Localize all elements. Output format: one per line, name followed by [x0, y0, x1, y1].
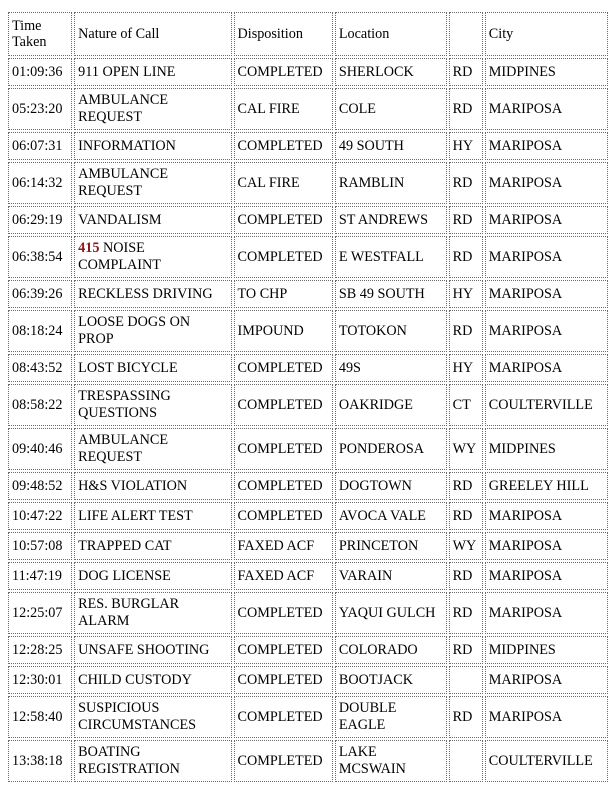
city-cell: MARIPOSA [485, 666, 608, 694]
street-suffix-cell: RD [449, 236, 483, 278]
street-suffix-cell: HY [449, 354, 483, 382]
nature-of-call-cell [74, 88, 231, 130]
street-suffix-cell: WY [449, 532, 483, 560]
city-cell: MIDPINES [485, 58, 608, 86]
time-taken-cell: 12:58:40 [8, 696, 72, 738]
nature-of-call-cell [74, 740, 231, 782]
street-suffix-cell: CT [449, 384, 483, 426]
nature-text: INFORMATION [78, 137, 176, 154]
time-taken-cell: 01:09:36 [8, 58, 72, 86]
nature-of-call-cell [74, 472, 231, 500]
time-taken-cell: 06:29:19 [8, 206, 72, 234]
time-taken-cell: 06:14:32 [8, 162, 72, 204]
street-suffix-cell: RD [449, 696, 483, 738]
disposition-cell: FAXED ACF [234, 532, 333, 560]
table-row [8, 502, 608, 530]
table-row [8, 310, 608, 352]
nature-of-call-cell [74, 236, 231, 278]
nature-of-call-cell [74, 206, 231, 234]
location-cell: COLORADO [335, 636, 447, 664]
location-cell: BOOTJACK [335, 666, 447, 694]
nature-text: UNSAFE SHOOTING [78, 641, 210, 658]
location-cell: 49 SOUTH [335, 132, 447, 160]
location-cell: SB 49 SOUTH [335, 280, 447, 308]
time-taken-cell: 06:07:31 [8, 132, 72, 160]
nature-of-call-cell [74, 502, 231, 530]
disposition-cell: COMPLETED [234, 696, 333, 738]
disposition-cell: IMPOUND [234, 310, 333, 352]
disposition-cell: CAL FIRE [234, 88, 333, 130]
location-cell: YAQUI GULCH [335, 592, 447, 634]
nature-text: H&S VIOLATION [78, 477, 188, 494]
nature-text: RECKLESS DRIVING [78, 285, 213, 302]
time-taken-cell: 06:38:54 [8, 236, 72, 278]
nature-of-call-cell [74, 280, 231, 308]
city-cell: COULTERVILLE [485, 384, 608, 426]
city-cell: GREELEY HILL [485, 472, 608, 500]
street-suffix-cell: RD [449, 636, 483, 664]
nature-text: AMBULANCE REQUEST [78, 92, 169, 125]
table-row [8, 384, 608, 426]
city-cell: MARIPOSA [485, 236, 608, 278]
disposition-cell: TO CHP [234, 280, 333, 308]
nature-text: LOST BICYCLE [78, 359, 178, 376]
disposition-cell: CAL FIRE [234, 162, 333, 204]
location-cell: E WESTFALL [335, 236, 447, 278]
table-row [8, 636, 608, 664]
location-cell: DOUBLE EAGLE [335, 696, 447, 738]
table-row [8, 88, 608, 130]
location-cell: ST ANDREWS [335, 206, 447, 234]
nature-of-call-cell [74, 310, 231, 352]
street-suffix-cell: RD [449, 472, 483, 500]
location-cell: OAKRIDGE [335, 384, 447, 426]
nature-of-call-cell [74, 428, 231, 470]
nature-text: 911 OPEN LINE [78, 63, 176, 80]
city-cell: MARIPOSA [485, 696, 608, 738]
nature-of-call-cell [74, 532, 231, 560]
street-suffix-cell: HY [449, 280, 483, 308]
call-log-table [6, 10, 610, 784]
time-taken-cell: 08:58:22 [8, 384, 72, 426]
street-suffix-cell: RD [449, 562, 483, 590]
table-row [8, 666, 608, 694]
time-taken-cell: 13:38:18 [8, 740, 72, 782]
nature-text: LOOSE DOGS ON PROP [78, 314, 191, 347]
location-cell: TOTOKON [335, 310, 447, 352]
location-cell: VARAIN [335, 562, 447, 590]
nature-of-call-cell [74, 58, 231, 86]
disposition-cell: COMPLETED [234, 354, 333, 382]
city-cell: MARIPOSA [485, 532, 608, 560]
city-cell: MARIPOSA [485, 562, 608, 590]
city-cell: MARIPOSA [485, 502, 608, 530]
nature-text: SUSPICIOUS CIRCUMSTANCES [78, 700, 197, 733]
location-cell: AVOCA VALE [335, 502, 447, 530]
time-taken-cell: 06:39:26 [8, 280, 72, 308]
disposition-cell: COMPLETED [234, 502, 333, 530]
location-cell: COLE [335, 88, 447, 130]
time-taken-cell: 12:28:25 [8, 636, 72, 664]
location-cell: SHERLOCK [335, 58, 447, 86]
location-cell: DOGTOWN [335, 472, 447, 500]
table-row [8, 472, 608, 500]
table-row [8, 532, 608, 560]
table-row [8, 162, 608, 204]
time-taken-cell: 09:48:52 [8, 472, 72, 500]
location-cell: LAKE MCSWAIN [335, 740, 447, 782]
header-city: City [485, 12, 608, 56]
table-row [8, 132, 608, 160]
city-cell: MARIPOSA [485, 354, 608, 382]
disposition-cell: COMPLETED [234, 428, 333, 470]
location-cell: 49S [335, 354, 447, 382]
nature-text: AMBULANCE REQUEST [78, 166, 169, 199]
city-cell: MARIPOSA [485, 88, 608, 130]
disposition-cell: COMPLETED [234, 236, 333, 278]
city-cell: MARIPOSA [485, 280, 608, 308]
nature-text: NOISE COMPLAINT [78, 240, 161, 273]
street-suffix-cell: RD [449, 88, 483, 130]
table-row [8, 280, 608, 308]
nature-of-call-cell [74, 696, 231, 738]
time-taken-cell: 10:47:22 [8, 502, 72, 530]
table-row [8, 696, 608, 738]
time-taken-cell: 08:18:24 [8, 310, 72, 352]
nature-text: DOG LICENSE [78, 567, 171, 584]
table-row [8, 562, 608, 590]
nature-text: TRAPPED CAT [78, 537, 172, 554]
nature-text: TRESPASSING QUESTIONS [78, 388, 171, 421]
header-disposition: Disposition [234, 12, 333, 56]
nature-of-call-cell [74, 592, 231, 634]
street-suffix-cell: RD [449, 310, 483, 352]
disposition-cell: COMPLETED [234, 58, 333, 86]
street-suffix-cell [449, 740, 483, 782]
header-nature-of-call: Nature of Call [74, 12, 231, 56]
street-suffix-cell: RD [449, 206, 483, 234]
table-row [8, 740, 608, 782]
street-suffix-cell: RD [449, 162, 483, 204]
street-suffix-cell: RD [449, 592, 483, 634]
disposition-cell: COMPLETED [234, 206, 333, 234]
header-time-taken: Time Taken [8, 12, 72, 56]
location-cell: PRINCETON [335, 532, 447, 560]
nature-of-call-cell [74, 162, 231, 204]
nature-text: AMBULANCE REQUEST [78, 432, 169, 465]
disposition-cell: COMPLETED [234, 740, 333, 782]
nature-of-call-cell [74, 636, 231, 664]
disposition-cell: COMPLETED [234, 472, 333, 500]
nature-of-call-cell [74, 666, 231, 694]
disposition-cell: COMPLETED [234, 666, 333, 694]
city-cell: MARIPOSA [485, 310, 608, 352]
street-suffix-cell: RD [449, 58, 483, 86]
street-suffix-cell: HY [449, 132, 483, 160]
street-suffix-cell: WY [449, 428, 483, 470]
nature-text: VANDALISM [78, 211, 162, 228]
header-street-suffix [449, 12, 483, 56]
disposition-cell: FAXED ACF [234, 562, 333, 590]
disposition-cell: COMPLETED [234, 384, 333, 426]
location-cell: RAMBLIN [335, 162, 447, 204]
nature-of-call-cell [74, 562, 231, 590]
nature-text: BOATING REGISTRATION [78, 744, 180, 777]
city-cell: MIDPINES [485, 636, 608, 664]
nature-of-call-cell [74, 132, 231, 160]
nature-of-call-cell [74, 354, 231, 382]
header-location: Location [335, 12, 447, 56]
time-taken-cell: 08:43:52 [8, 354, 72, 382]
city-cell: MIDPINES [485, 428, 608, 470]
nature-text: CHILD CUSTODY [78, 671, 192, 688]
table-row [8, 428, 608, 470]
disposition-cell: COMPLETED [234, 592, 333, 634]
city-cell: MARIPOSA [485, 132, 608, 160]
header-row [8, 12, 608, 56]
nature-text: LIFE ALERT TEST [78, 507, 193, 524]
table-row [8, 236, 608, 278]
call-code: 415 [78, 240, 100, 256]
table-row [8, 354, 608, 382]
city-cell: MARIPOSA [485, 206, 608, 234]
nature-text: RES. BURGLAR ALARM [78, 596, 180, 629]
table-row [8, 206, 608, 234]
city-cell: MARIPOSA [485, 592, 608, 634]
street-suffix-cell: RD [449, 502, 483, 530]
time-taken-cell: 05:23:20 [8, 88, 72, 130]
time-taken-cell: 12:25:07 [8, 592, 72, 634]
location-cell: PONDEROSA [335, 428, 447, 470]
city-cell: COULTERVILLE [485, 740, 608, 782]
city-cell: MARIPOSA [485, 162, 608, 204]
time-taken-cell: 11:47:19 [8, 562, 72, 590]
table-row [8, 58, 608, 86]
time-taken-cell: 12:30:01 [8, 666, 72, 694]
disposition-cell: COMPLETED [234, 636, 333, 664]
time-taken-cell: 10:57:08 [8, 532, 72, 560]
nature-of-call-cell [74, 384, 231, 426]
disposition-cell: COMPLETED [234, 132, 333, 160]
time-taken-cell: 09:40:46 [8, 428, 72, 470]
table-row [8, 592, 608, 634]
street-suffix-cell [449, 666, 483, 694]
